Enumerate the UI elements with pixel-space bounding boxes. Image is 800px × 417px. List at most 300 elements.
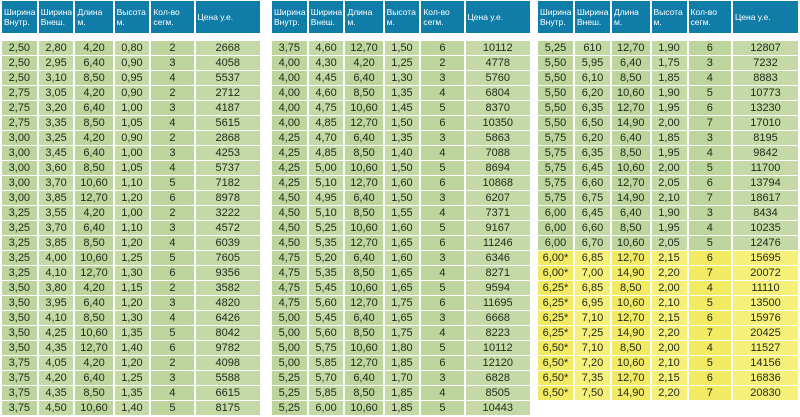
table-cell: 8,50 [612,221,650,235]
table-cell: 3,85 [39,236,74,250]
table-cell: 6 [421,356,463,370]
table-cell: 20072 [733,266,798,280]
table-cell: 10,60 [75,401,112,415]
table-cell: 6,60 [575,221,610,235]
table-cell: 12476 [733,236,798,250]
price-table [536,0,800,401]
table-cell: 4,30 [309,56,344,70]
table-row [2,101,260,115]
table-cell: 3,75 [2,356,37,370]
table-cell: 4,20 [75,131,112,145]
table-cell: 3,25 [2,266,37,280]
table-cell: 10868 [466,176,531,190]
table-row [272,56,530,70]
table-cell: 3 [151,146,193,160]
table-cell: 12,70 [75,266,112,280]
table-cell: 10350 [466,116,531,130]
table-cell: 11527 [733,341,798,355]
table-cell: 1,20 [115,236,150,250]
table-cell: 1,90 [652,41,687,55]
table-row [2,221,260,235]
table-cell: 1,95 [652,101,687,115]
table-cell: 3 [151,371,193,385]
price-table-panel-3 [536,0,800,401]
table-cell: 1,10 [115,176,150,190]
table-cell: 1,35 [385,86,420,100]
table-cell: 6615 [196,386,261,400]
table-cell: 3,50 [2,341,37,355]
table-row [2,191,260,205]
table-cell: 3,60 [39,161,74,175]
table-row [272,326,530,340]
table-cell: 5,50 [538,71,573,85]
table-row [272,236,530,250]
table-cell: 4572 [196,221,261,235]
table-cell: 6,35 [575,101,610,115]
table-cell: 20425 [733,326,798,340]
table-cell: 4,20 [75,86,112,100]
table-cell: 2,95 [39,56,74,70]
table-row [2,131,260,145]
table-cell: 7 [689,386,732,400]
column-header: Высота м. [652,1,687,33]
table-cell: 4,50 [272,221,307,235]
table-cell: 7 [689,266,732,280]
table-cell: 3,25 [2,236,37,250]
table-cell: 7182 [196,176,261,190]
column-header: Длина м. [345,1,382,33]
table-cell: 5 [151,251,193,265]
table-row [272,341,530,355]
table-cell: 3222 [196,206,261,220]
table-cell: 10,60 [612,86,650,100]
table-cell: 3,05 [39,86,74,100]
table-cell: 1,65 [385,236,420,250]
table-row [538,266,798,280]
table-cell: 6 [421,41,463,55]
table-cell: 14156 [733,356,798,370]
table-cell: 5,75 [538,146,573,160]
table-cell: 3,20 [39,101,74,115]
table-cell: 8,50 [75,236,112,250]
table-cell: 6 [421,176,463,190]
table-cell: 5,00 [309,161,344,175]
table-cell: 1,20 [115,191,150,205]
table-cell: 4,75 [272,296,307,310]
table-cell: 8,50 [75,116,112,130]
table-cell: 4,00 [39,251,74,265]
table-cell: 6426 [196,311,261,325]
table-cell: 3 [689,131,732,145]
table-cell: 10,60 [75,176,112,190]
table-cell: 4 [421,146,463,160]
table-row [538,341,798,355]
table-cell: 12,70 [345,296,382,310]
table-cell: 4 [151,116,193,130]
table-cell: 7,10 [575,341,610,355]
table-cell: 8,50 [345,266,382,280]
table-cell: 8,50 [75,161,112,175]
table-cell: 4,45 [309,71,344,85]
table-cell: 1,40 [115,401,150,415]
table-cell: 6,40 [612,131,650,145]
table-cell: 3,25 [2,206,37,220]
table-row [2,341,260,355]
table-row [538,206,798,220]
table-cell: 5,20 [309,251,344,265]
table-cell: 5615 [196,116,261,130]
table-cell: 2,75 [2,86,37,100]
table-row [2,161,260,175]
table-cell: 10,60 [75,251,112,265]
table-cell: 4,50 [272,206,307,220]
table-cell: 5537 [196,71,261,85]
table-cell: 2 [151,86,193,100]
table-cell: 3,25 [39,131,74,145]
table-cell: 5 [421,161,463,175]
table-cell: 12,70 [612,251,650,265]
table-cell: 6804 [466,86,531,100]
table-cell: 3 [151,101,193,115]
table-cell: 3,35 [39,116,74,130]
table-cell: 6,00 [538,221,573,235]
table-cell: 13500 [733,296,798,310]
table-cell: 1,60 [385,251,420,265]
table-cell: 6,00* [538,251,573,265]
column-header: Ширина Внутр. [2,1,37,33]
table-row [2,386,260,400]
table-cell: 1,85 [652,71,687,85]
table-row [2,86,260,100]
table-cell: 4,00 [272,86,307,100]
column-header: Ширина Внутр. [272,1,307,33]
table-cell: 9594 [466,281,531,295]
column-header: Ширина Внеш. [309,1,344,33]
table-row [272,101,530,115]
table-cell: 4,00 [272,116,307,130]
table-cell: 6,25* [538,326,573,340]
table-cell: 6207 [466,191,531,205]
table-cell: 3 [689,56,732,70]
table-cell: 4,75 [272,251,307,265]
table-cell: 1,05 [115,116,150,130]
table-cell: 6,00* [538,266,573,280]
table-cell: 6,45 [575,161,610,175]
table-cell: 7,00 [575,266,610,280]
table-cell: 4 [421,326,463,340]
table-cell: 1,25 [385,56,420,70]
table-cell: 4058 [196,56,261,70]
column-header: Ширина Внутр. [538,1,573,33]
table-cell: 6,25* [538,311,573,325]
table-cell: 8,50 [612,341,650,355]
table-cell: 5,85 [309,386,344,400]
table-cell: 5,00 [272,356,307,370]
table-cell: 5,45 [309,281,344,295]
table-cell: 6,40 [75,296,112,310]
table-cell: 14,90 [612,386,650,400]
table-cell: 1,50 [385,41,420,55]
table-cell: 5,75 [538,191,573,205]
table-cell: 5,75 [538,176,573,190]
table-row [538,311,798,325]
table-cell: 6,60 [575,176,610,190]
table-cell: 12,70 [612,371,650,385]
table-cell: 2,10 [652,356,687,370]
table-row [272,401,530,415]
table-cell: 8,50 [612,146,650,160]
table-cell: 10,60 [612,356,650,370]
table-row [2,116,260,130]
table-cell: 12,70 [612,41,650,55]
table-row [272,86,530,100]
table-cell: 8,50 [345,326,382,340]
table-cell: 3,75 [2,371,37,385]
table-cell: 8370 [466,101,531,115]
table-cell: 10,60 [345,341,382,355]
table-cell: 5,60 [309,296,344,310]
table-cell: 5,00 [272,326,307,340]
column-header: Длина м. [75,1,112,33]
table-cell: 6 [421,116,463,130]
table-cell: 4,75 [272,266,307,280]
table-cell: 7371 [466,206,531,220]
table-cell: 7 [689,116,732,130]
table-cell: 15695 [733,251,798,265]
table-cell: 3,55 [39,206,74,220]
table-cell: 3 [151,221,193,235]
table-cell: 2,00 [652,161,687,175]
table-cell: 5,50 [538,116,573,130]
price-table [270,0,532,416]
table-cell: 6,40 [75,371,112,385]
column-header: Цена у.е. [733,1,798,33]
table-cell: 5,75 [538,161,573,175]
table-header-row [2,1,260,33]
table-cell: 6,50* [538,386,573,400]
table-cell: 1,35 [115,386,150,400]
table-cell: 20830 [733,386,798,400]
table-cell: 5,75 [538,131,573,145]
table-cell: 1,25 [115,371,150,385]
table-cell: 3,75 [272,41,307,55]
table-cell: 4,00 [272,56,307,70]
table-cell: 7232 [733,56,798,70]
table-cell: 8042 [196,326,261,340]
table-cell: 3 [151,56,193,70]
table-row [2,371,260,385]
table-cell: 6,00 [538,206,573,220]
table-cell: 5,25 [272,371,307,385]
table-cell: 6 [151,266,193,280]
table-cell: 4 [151,236,193,250]
table-row [2,401,260,415]
table-cell: 12,70 [75,341,112,355]
table-cell: 5,50 [538,101,573,115]
table-cell: 3 [151,296,193,310]
table-cell: 10443 [466,401,531,415]
price-table-panel-1 [0,0,262,416]
table-cell: 6 [689,176,732,190]
table-cell: 1,50 [385,116,420,130]
table-cell: 3 [421,311,463,325]
table-cell: 1,50 [385,191,420,205]
table-cell: 4,00 [272,71,307,85]
table-cell: 2,20 [652,386,687,400]
table-cell: 6668 [466,311,531,325]
table-row [272,206,530,220]
table-cell: 1,35 [385,131,420,145]
table-cell: 4098 [196,356,261,370]
table-cell: 2868 [196,131,261,145]
table-row [538,281,798,295]
table-cell: 1,85 [652,131,687,145]
table-cell: 6,40 [345,251,382,265]
table-cell: 2,00 [652,116,687,130]
table-cell: 6,00 [309,401,344,415]
table-cell: 2 [151,206,193,220]
table-cell: 4820 [196,296,261,310]
table-cell: 3,00 [2,131,37,145]
table-cell: 4,60 [309,86,344,100]
table-cell: 2,15 [652,311,687,325]
table-row [538,191,798,205]
table-cell: 2,00 [652,341,687,355]
table-cell: 8,50 [345,146,382,160]
column-header: Ширина Внеш. [575,1,610,33]
table-cell: 14,90 [612,266,650,280]
table-cell: 7,10 [575,311,610,325]
table-cell: 1,80 [385,341,420,355]
table-cell: 10112 [466,341,531,355]
table-cell: 1,75 [652,56,687,70]
table-row [272,131,530,145]
table-row [538,146,798,160]
table-cell: 10,60 [612,296,650,310]
table-cell: 5,75 [309,341,344,355]
table-cell: 3,70 [39,221,74,235]
table-cell: 6,50* [538,371,573,385]
table-cell: 5,45 [309,311,344,325]
table-row [272,266,530,280]
table-cell: 10,60 [345,281,382,295]
table-cell: 4,75 [272,281,307,295]
table-cell: 5737 [196,161,261,175]
table-cell: 8195 [733,131,798,145]
table-cell: 3,50 [2,281,37,295]
table-cell: 6,50* [538,356,573,370]
table-row [2,281,260,295]
table-row [272,41,530,55]
table-row [538,296,798,310]
table-cell: 10,60 [345,161,382,175]
table-cell: 10,60 [612,161,650,175]
table-cell: 10,60 [612,236,650,250]
table-cell: 3 [421,191,463,205]
table-cell: 3,25 [2,221,37,235]
table-cell: 6828 [466,371,531,385]
table-cell: 3,00 [2,161,37,175]
table-cell: 6 [689,41,732,55]
table-row [272,356,530,370]
table-cell: 12,70 [345,116,382,130]
table-row [538,56,798,70]
table-cell: 8883 [733,71,798,85]
table-row [272,161,530,175]
table-cell: 2668 [196,41,261,55]
table-cell: 4 [151,386,193,400]
table-cell: 4 [421,386,463,400]
table-cell: 8,50 [345,206,382,220]
table-cell: 1,30 [385,71,420,85]
table-cell: 1,00 [115,146,150,160]
table-cell: 12,70 [612,176,650,190]
table-cell: 3 [421,251,463,265]
table-cell: 3 [421,71,463,85]
table-cell: 7 [689,326,732,340]
table-cell: 8,50 [345,86,382,100]
table-row [538,161,798,175]
table-cell: 3 [689,206,732,220]
table-cell: 1,40 [115,341,150,355]
table-cell: 3,85 [39,191,74,205]
table-cell: 12,70 [345,176,382,190]
table-cell: 7605 [196,251,261,265]
table-cell: 2 [421,56,463,70]
table-cell: 2,05 [652,236,687,250]
table-cell: 1,65 [385,266,420,280]
table-cell: 4,85 [309,116,344,130]
table-cell: 12,70 [612,311,650,325]
column-header: Цена у.е. [196,1,261,33]
table-cell: 1,45 [385,101,420,115]
table-row [272,311,530,325]
table-cell: 4,20 [39,371,74,385]
table-cell: 3,10 [39,71,74,85]
table-cell: 6,20 [575,131,610,145]
table-cell: 3,70 [39,176,74,190]
table-cell: 4,25 [272,161,307,175]
table-cell: 4,35 [39,386,74,400]
table-row [272,386,530,400]
table-cell: 7,50 [575,386,610,400]
table-cell: 4,35 [39,341,74,355]
table-cell: 4,85 [309,146,344,160]
table-row [2,206,260,220]
table-cell: 5,00 [272,341,307,355]
table-cell: 10235 [733,221,798,235]
table-cell: 3,50 [2,326,37,340]
table-cell: 1,20 [115,356,150,370]
table-header-row [538,1,798,33]
table-cell: 10,60 [345,101,382,115]
table-cell: 4,20 [75,41,112,55]
table-cell: 5 [151,401,193,415]
table-cell: 4 [689,341,732,355]
table-cell: 8505 [466,386,531,400]
table-cell: 2,80 [39,41,74,55]
table-cell: 1,40 [385,146,420,160]
table-cell: 2,50 [2,41,37,55]
table-row [272,221,530,235]
table-cell: 6,50* [538,341,573,355]
table-cell: 4 [151,311,193,325]
table-cell: 1,70 [385,371,420,385]
table-cell: 6,40 [345,311,382,325]
table-cell: 2,15 [652,251,687,265]
table-cell: 1,65 [385,311,420,325]
column-header: Кол-во сегм. [151,1,193,33]
